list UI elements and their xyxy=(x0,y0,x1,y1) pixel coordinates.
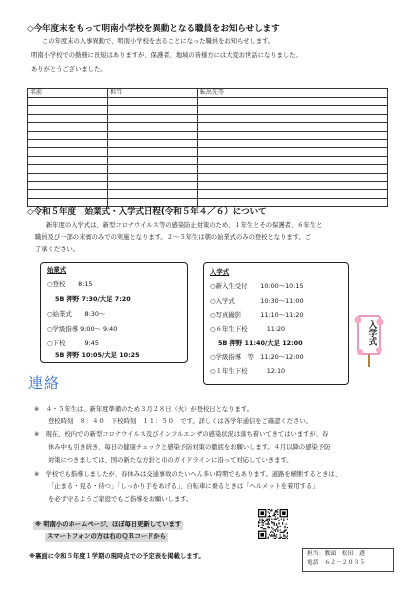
table-cell xyxy=(198,131,388,139)
entrance-item: ○６年生下校 11:20 xyxy=(210,325,286,333)
table-row xyxy=(28,114,388,122)
table-cell xyxy=(28,140,108,148)
table-cell xyxy=(108,198,198,206)
notice-line: 登校時刻 ８：４０ 下校時刻 １１：５０ です。詳しくは各学年通信をご確認ください。 xyxy=(48,418,312,425)
table-cell xyxy=(198,114,388,122)
table-cell xyxy=(198,165,388,173)
col-role: 担当 xyxy=(108,89,198,98)
entrance-item: ○学級指導 等 11:20～12:00 xyxy=(210,353,304,361)
entrance-item: ○１年生下校 12:10 xyxy=(210,367,286,375)
col-destination: 転出先等 xyxy=(198,89,388,98)
table-cell xyxy=(28,123,108,131)
section1-title: ◇今年度末をもって明南小学校を異動となる職員をお知らせします xyxy=(27,24,280,34)
qr-code[interactable] xyxy=(258,509,288,539)
entrance-item: ○新入生受付 10:00～10:15 xyxy=(210,282,304,290)
section2-intro-2: 職員及び一部の来賓のみでの実施となります。２～５年生は朝の始業式のみの登校となります。ご xyxy=(35,234,312,241)
table-cell xyxy=(108,140,198,148)
table-cell xyxy=(198,148,388,156)
entrance-heading: 入学式 xyxy=(210,268,230,276)
opening-item: ○下校 9:45 xyxy=(47,339,99,347)
notice-line: 対策につきましては、国の新たな方針と市のガイドラインに沿って対応していきます。 xyxy=(48,457,293,464)
table-cell xyxy=(28,106,108,114)
table-cell xyxy=(108,106,198,114)
table-cell xyxy=(28,198,108,206)
notice-line: ※ 学校でも指導しましたが、春休みは交通事故のたいへん多い時期でもあります。道路を横断するときは、 xyxy=(34,471,342,478)
table-row xyxy=(28,165,388,173)
table-cell xyxy=(108,156,198,164)
col-name: 名前 xyxy=(28,89,108,98)
table-cell xyxy=(108,98,198,106)
table-cell xyxy=(198,106,388,114)
entrance-item: ○写真撮影 11:10～11:20 xyxy=(210,311,304,319)
table-cell xyxy=(28,114,108,122)
table-cell xyxy=(108,190,198,198)
table-cell xyxy=(28,190,108,198)
opening-item: ○始業式 8:30～ xyxy=(47,310,106,318)
table-cell xyxy=(198,190,388,198)
table-cell xyxy=(28,98,108,106)
table-cell xyxy=(198,123,388,131)
table-cell xyxy=(198,140,388,148)
sign-text: 入学式 xyxy=(367,320,377,346)
table-cell xyxy=(108,173,198,181)
table-cell xyxy=(108,182,198,190)
entrance-ceremony-box xyxy=(203,262,349,385)
staff-table xyxy=(27,88,388,207)
website-note-1: ※ 明南小のホームページ、ほぼ毎日更新しています xyxy=(35,521,182,528)
table-cell xyxy=(198,98,388,106)
table-row xyxy=(28,131,388,139)
entrance-sign-illustration xyxy=(353,310,385,368)
contact-phone: 電話 ６２－２０３５ xyxy=(307,560,365,566)
table-cell xyxy=(108,114,198,122)
table-row xyxy=(28,106,388,114)
table-row xyxy=(28,198,388,206)
notice-line: 「止まる・見る・待つ」「しっかり手をあげる」、自転車に乗るときは「ヘルメットを着用する」 xyxy=(48,483,319,490)
notice-line: 休み中も引き続き、毎日の健康チェックと感染予防対策の徹底をお願いします。４月以降の感染予防 xyxy=(48,444,331,451)
table-row xyxy=(28,156,388,164)
notice-line: を必ず守るようご家庭でもご指導をお願いします。 xyxy=(48,496,193,503)
footer-note: ※裏面に令和５年度１学期の現時点での予定表を掲載します。 xyxy=(29,553,205,560)
website-note-2: スマートフォンの方は右のＱＲコードから xyxy=(47,533,167,540)
notice-line: ※ 現在、校内での新型コロナウイルス及びインフルエンザの感染状況は落ち着いてきてはいますが、春 xyxy=(34,431,329,438)
table-cell xyxy=(198,156,388,164)
notice-line: ※ ４・５年生は、新年度準備のため３月２８日（火）が登校日となります。 xyxy=(34,406,253,413)
section1-line-2: 明南小学校での勤務に長短はありますが、保護者、地域の皆様方には大変お世話になりました。 xyxy=(31,52,302,59)
table-cell xyxy=(28,131,108,139)
contact-person: 担当：教頭 松田 透 xyxy=(307,551,365,557)
section1-line-3: ありがとうございました。 xyxy=(31,66,107,73)
table-cell xyxy=(28,156,108,164)
table-cell xyxy=(28,148,108,156)
table-cell xyxy=(108,148,198,156)
table-cell xyxy=(28,182,108,190)
table-cell xyxy=(198,198,388,206)
opening-ceremony-box xyxy=(40,262,188,363)
table-cell xyxy=(108,131,198,139)
table-cell xyxy=(28,165,108,173)
table-cell xyxy=(198,182,388,190)
table-cell xyxy=(28,173,108,181)
opening-item: ○学級指導 9:00～ 9:40 xyxy=(47,325,118,333)
opening-item: 5B 押野 10:05/大足 10:25 xyxy=(55,351,140,359)
opening-item: ○登校 8:15 xyxy=(47,280,93,288)
table-row xyxy=(28,173,388,181)
table-row xyxy=(28,182,388,190)
section2-intro-1: 新年度の入学式は、新型コロナウイルス等の感染防止対策のため、１年生とその保護者、６年生と xyxy=(46,222,323,229)
opening-heading: 始業式 xyxy=(47,266,67,274)
table-row xyxy=(28,98,388,106)
section2-title: ◇令和５年度 始業式・入学式日程(令和５年４／６）について xyxy=(27,207,267,217)
table-cell xyxy=(198,173,388,181)
opening-item: 5B 押野 7:30/大足 7:20 xyxy=(55,295,131,303)
entrance-item: 5B 押野 11:40/大足 12:00 xyxy=(218,339,303,347)
table-row xyxy=(28,148,388,156)
table-cell xyxy=(108,165,198,173)
table-row xyxy=(28,190,388,198)
renraku-title: 連絡 xyxy=(28,374,61,392)
table-cell xyxy=(108,123,198,131)
section2-intro-3: 了承ください。 xyxy=(35,246,80,253)
section1-line-1: この年度末の人事異動で、明南小学校を去ることになった職員をお知らせします。 xyxy=(42,38,275,45)
table-row xyxy=(28,123,388,131)
entrance-item: ○入学式 10:30～11:00 xyxy=(210,297,304,305)
contact-box xyxy=(302,548,394,572)
table-row xyxy=(28,140,388,148)
